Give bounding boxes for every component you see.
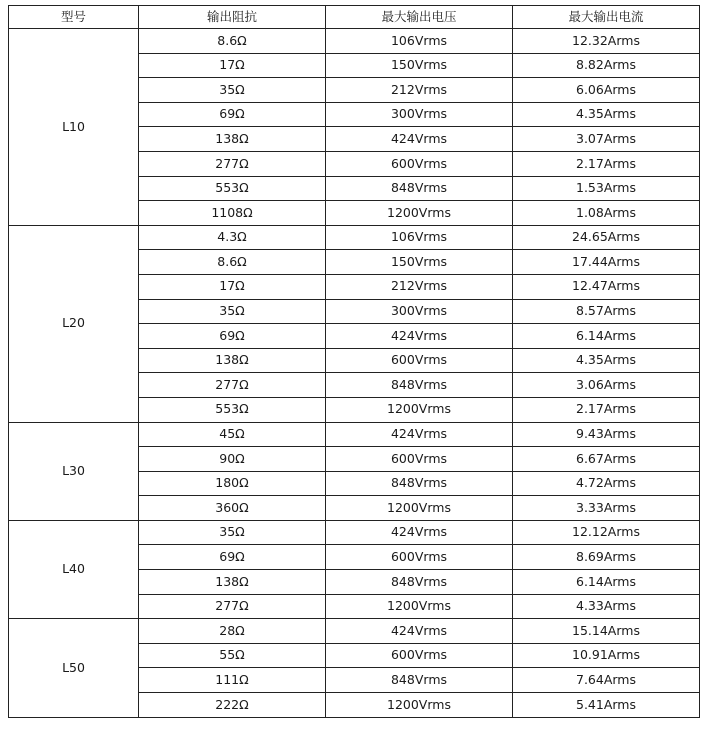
voltage-cell: 1200Vrms [326,397,513,422]
impedance-cell: 222Ω [139,693,326,718]
current-cell: 12.12Arms [513,520,700,545]
table-body [9,29,700,718]
impedance-cell: 17Ω [139,274,326,299]
voltage-cell: 600Vrms [326,643,513,668]
impedance-cell: 360Ω [139,496,326,521]
spec-table-container [8,5,700,718]
current-cell: 4.33Arms [513,594,700,619]
voltage-cell: 848Vrms [326,176,513,201]
impedance-cell: 55Ω [139,643,326,668]
voltage-cell: 848Vrms [326,668,513,693]
model-cell: L20 [9,225,139,422]
current-cell: 5.41Arms [513,693,700,718]
voltage-cell: 600Vrms [326,151,513,176]
impedance-cell: 8.6Ω [139,29,326,54]
voltage-cell: 106Vrms [326,29,513,54]
current-cell: 3.33Arms [513,496,700,521]
impedance-cell: 138Ω [139,348,326,373]
voltage-cell: 212Vrms [326,274,513,299]
voltage-cell: 600Vrms [326,545,513,570]
voltage-cell: 300Vrms [326,299,513,324]
table-row [9,422,700,447]
output-spec-table [8,5,700,718]
header-model: 型号 [9,6,139,29]
current-cell: 7.64Arms [513,668,700,693]
current-cell: 6.14Arms [513,324,700,349]
table-row [9,225,700,250]
current-cell: 12.32Arms [513,29,700,54]
voltage-cell: 212Vrms [326,78,513,103]
impedance-cell: 1108Ω [139,201,326,226]
impedance-cell: 69Ω [139,324,326,349]
voltage-cell: 848Vrms [326,570,513,595]
impedance-cell: 35Ω [139,520,326,545]
voltage-cell: 848Vrms [326,471,513,496]
impedance-cell: 111Ω [139,668,326,693]
current-cell: 4.35Arms [513,102,700,127]
impedance-cell: 35Ω [139,78,326,103]
impedance-cell: 69Ω [139,102,326,127]
current-cell: 8.69Arms [513,545,700,570]
impedance-cell: 138Ω [139,127,326,152]
voltage-cell: 1200Vrms [326,496,513,521]
current-cell: 6.06Arms [513,78,700,103]
voltage-cell: 300Vrms [326,102,513,127]
current-cell: 17.44Arms [513,250,700,275]
voltage-cell: 424Vrms [326,520,513,545]
current-cell: 2.17Arms [513,397,700,422]
current-cell: 4.72Arms [513,471,700,496]
current-cell: 12.47Arms [513,274,700,299]
current-cell: 3.07Arms [513,127,700,152]
impedance-cell: 17Ω [139,53,326,78]
impedance-cell: 28Ω [139,619,326,644]
voltage-cell: 424Vrms [326,127,513,152]
current-cell: 4.35Arms [513,348,700,373]
current-cell: 9.43Arms [513,422,700,447]
model-cell: L40 [9,520,139,618]
impedance-cell: 553Ω [139,397,326,422]
impedance-cell: 180Ω [139,471,326,496]
impedance-cell: 69Ω [139,545,326,570]
impedance-cell: 277Ω [139,594,326,619]
voltage-cell: 150Vrms [326,250,513,275]
current-cell: 10.91Arms [513,643,700,668]
current-cell: 24.65Arms [513,225,700,250]
current-cell: 1.08Arms [513,201,700,226]
impedance-cell: 277Ω [139,373,326,398]
model-cell: L10 [9,29,139,226]
table-row [9,619,700,644]
impedance-cell: 45Ω [139,422,326,447]
voltage-cell: 1200Vrms [326,201,513,226]
current-cell: 3.06Arms [513,373,700,398]
voltage-cell: 150Vrms [326,53,513,78]
impedance-cell: 90Ω [139,447,326,472]
impedance-cell: 4.3Ω [139,225,326,250]
voltage-cell: 424Vrms [326,324,513,349]
voltage-cell: 424Vrms [326,422,513,447]
header-max-voltage: 最大输出电压 [326,6,513,29]
header-row [9,6,700,29]
voltage-cell: 1200Vrms [326,594,513,619]
current-cell: 2.17Arms [513,151,700,176]
impedance-cell: 8.6Ω [139,250,326,275]
impedance-cell: 138Ω [139,570,326,595]
current-cell: 8.82Arms [513,53,700,78]
impedance-cell: 35Ω [139,299,326,324]
voltage-cell: 424Vrms [326,619,513,644]
table-row [9,520,700,545]
current-cell: 1.53Arms [513,176,700,201]
voltage-cell: 600Vrms [326,447,513,472]
current-cell: 15.14Arms [513,619,700,644]
table-row [9,29,700,54]
impedance-cell: 277Ω [139,151,326,176]
table-header [9,6,700,29]
voltage-cell: 106Vrms [326,225,513,250]
voltage-cell: 1200Vrms [326,693,513,718]
model-cell: L30 [9,422,139,520]
header-impedance: 输出阻抗 [139,6,326,29]
header-max-current: 最大输出电流 [513,6,700,29]
current-cell: 6.14Arms [513,570,700,595]
current-cell: 6.67Arms [513,447,700,472]
voltage-cell: 600Vrms [326,348,513,373]
voltage-cell: 848Vrms [326,373,513,398]
impedance-cell: 553Ω [139,176,326,201]
model-cell: L50 [9,619,139,717]
current-cell: 8.57Arms [513,299,700,324]
